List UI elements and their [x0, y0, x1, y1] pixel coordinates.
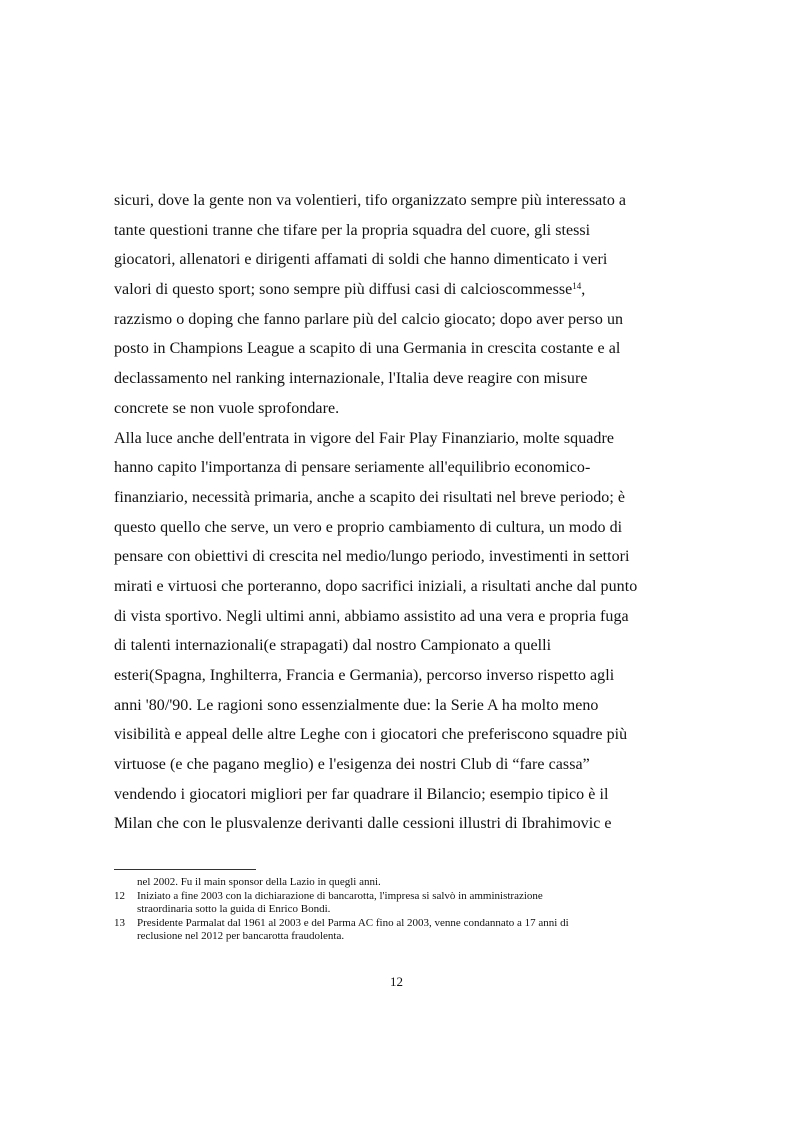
body-line-text: valori di questo sport; sono sempre più diffusi casi di calcioscommesse	[114, 281, 573, 299]
footnote-13	[114, 917, 674, 944]
footnotes	[114, 876, 674, 944]
body-line: giocatori, allenatori e dirigenti affamati di soldi che hanno dimenticato i veri	[114, 251, 608, 269]
body-line: pensare con obiettivi di crescita nel medio/lungo periodo, investimenti in settori	[114, 548, 630, 566]
body-line-with-footnote-ref	[114, 275, 694, 305]
body-line: tante questioni tranne che tifare per la propria squadra del cuore, gli stessi	[114, 221, 591, 239]
body-line: mirati e virtuosi che porteranno, dopo sacrifici iniziali, a risultati anche dal punto	[114, 577, 638, 595]
body-line: Milan che con le plusvalenze derivanti dalle cessioni illustri di Ibrahimovic e	[114, 815, 612, 833]
body-line: di talenti internazionali(e strapagati) dal nostro Campionato a quelli	[114, 637, 552, 655]
body-line: Alla luce anche dell'entrata in vigore del Fair Play Finanziario, molte squadre	[114, 429, 614, 447]
footnote-text	[137, 917, 674, 944]
body-line: anni '80/'90. Le ragioni sono essenzialmente due: la Serie A ha molto meno	[114, 696, 599, 714]
body-line: esteri(Spagna, Inghilterra, Francia e Germania), percorso inverso rispetto agli	[114, 667, 615, 684]
footnote-line: reclusione nel 2012 per bancarotta fraudolenta.	[137, 930, 345, 942]
body-line: razzismo o doping che fanno parlare più del calcio giocato; dopo aver perso un	[114, 310, 624, 328]
body-line: sicuri, dove la gente non va volentieri, tifo organizzato sempre più interessato a	[114, 192, 627, 209]
body-line: hanno capito l'importanza di pensare seriamente all'equilibrio economico-	[114, 459, 591, 477]
footnote-number: 13	[114, 916, 125, 929]
footnote-12	[114, 890, 674, 917]
footnote-reference[interactable]: 14	[572, 281, 582, 292]
body-line: vendendo i giocatori migliori per far quadrare il Bilancio; esempio tipico è il	[114, 785, 609, 803]
body-line: virtuose (e che pagano meglio) e l'esigenza dei nostri Club di “fare cassa”	[114, 756, 590, 774]
body-line: visibilità e appeal delle altre Leghe con i giocatori che preferiscono squadre più	[114, 726, 628, 744]
body-line: posto in Champions League a scapito di una Germania in crescita costante e al	[114, 340, 621, 358]
body-text	[114, 186, 694, 839]
body-line: declassamento nel ranking internazionale, l'Italia deve reagire con misure	[114, 370, 588, 388]
footnote-line: Presidente Parmalat dal 1961 al 2003 e del Parma AC fino al 2003, venne condannato a 17 anni di	[137, 916, 569, 929]
body-line: concrete se non vuole sprofondare.	[114, 399, 340, 417]
footnote-number: 12	[114, 889, 125, 902]
page-number: 12	[390, 974, 403, 989]
body-line: finanziario, necessità primaria, anche a scapito dei risultati nel breve periodo; è	[114, 488, 626, 506]
footnote-separator	[114, 869, 256, 870]
footnote-ref-punctuation: ,	[581, 281, 586, 299]
footnote-line: Iniziato a fine 2003 con la dichiarazione di bancarotta, l'impresa si salvò in amministrazione	[137, 889, 543, 902]
footnote-line: straordinaria sotto la guida di Enrico Bondi.	[137, 903, 331, 915]
body-line: questo quello che serve, un vero e proprio cambiamento di cultura, un modo di	[114, 518, 623, 536]
footnote-text	[137, 890, 674, 917]
body-line: di vista sportivo. Negli ultimi anni, abbiamo assistito ad una vera e propria fuga	[114, 607, 629, 625]
footnote-continuation: nel 2002. Fu il main sponsor della Lazio in quegli anni.	[137, 876, 381, 888]
